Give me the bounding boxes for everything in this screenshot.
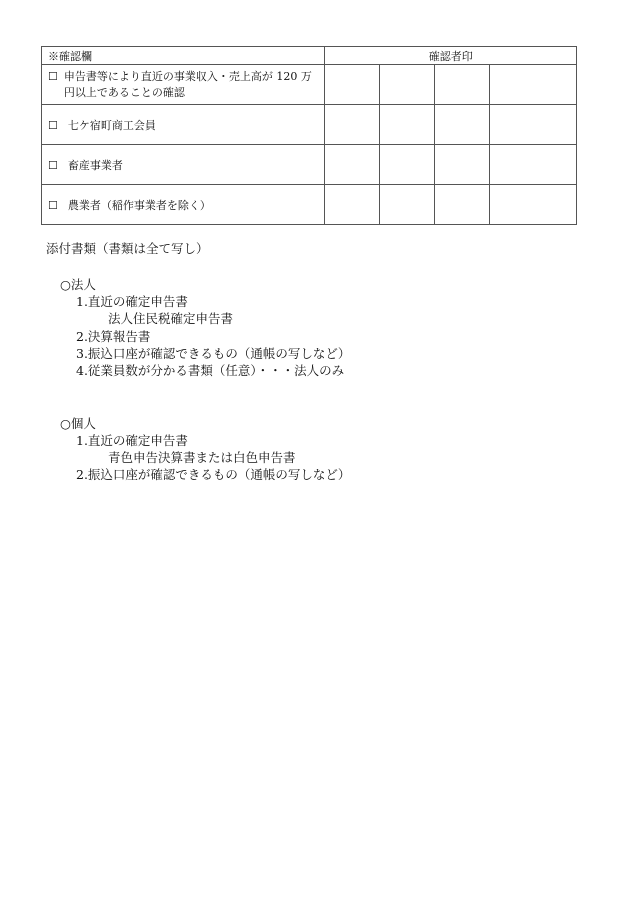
indiv-heading: ○個人 <box>60 416 96 431</box>
stamp-cell <box>325 185 380 225</box>
stamp-cell <box>435 145 490 185</box>
stamp-cell <box>490 185 577 225</box>
confirmation-table <box>41 46 577 225</box>
corp-item: 3.振込口座が確認できるもの（通帳の写しなど） <box>76 346 351 361</box>
check-row-chamber[interactable]: ☐ 七ケ宿町商工会員 <box>42 105 325 145</box>
indiv-item: 2.振込口座が確認できるもの（通帳の写しなど） <box>76 467 351 482</box>
stamp-cell <box>490 145 577 185</box>
corp-item: 2.決算報告書 <box>76 329 151 344</box>
stamp-cell <box>380 105 435 145</box>
stamp-cell <box>435 65 490 105</box>
corp-item: 4.従業員数が分かる書類（任意）・・・法人のみ <box>76 363 345 378</box>
corp-heading: ○法人 <box>60 277 96 292</box>
stamp-header: 確認者印 <box>325 47 577 65</box>
confirmation-header: ※確認欄 <box>42 47 325 65</box>
checkbox[interactable]: ☐ <box>48 198 58 212</box>
check-row-farmer[interactable]: ☐ 農業者（稲作事業者を除く） <box>42 185 325 225</box>
checkbox[interactable]: ☐ <box>48 158 58 172</box>
indiv-item: 1.直近の確定申告書 <box>76 433 188 448</box>
stamp-cell <box>325 105 380 145</box>
stamp-cell <box>325 145 380 185</box>
check-row-sales[interactable]: ☐ 申告書等により直近の事業収入・売上高が 120 万円以上であることの確認 <box>42 65 325 105</box>
checkbox[interactable]: ☐ <box>48 118 58 132</box>
stamp-cell <box>380 145 435 185</box>
indiv-subitem: 青色申告決算書または白色申告書 <box>108 450 296 465</box>
attachments-title: 添付書類（書類は全て写し） <box>46 241 209 256</box>
corp-item: 1.直近の確定申告書 <box>76 294 188 309</box>
checkbox[interactable]: ☐ <box>48 69 58 83</box>
stamp-cell <box>435 105 490 145</box>
check-row-livestock[interactable]: ☐ 畜産事業者 <box>42 145 325 185</box>
corp-subitem: 法人住民税確定申告書 <box>108 311 234 326</box>
stamp-cell <box>380 185 435 225</box>
stamp-cell <box>325 65 380 105</box>
stamp-cell <box>490 65 577 105</box>
stamp-cell <box>435 185 490 225</box>
stamp-cell <box>380 65 435 105</box>
stamp-cell <box>490 105 577 145</box>
